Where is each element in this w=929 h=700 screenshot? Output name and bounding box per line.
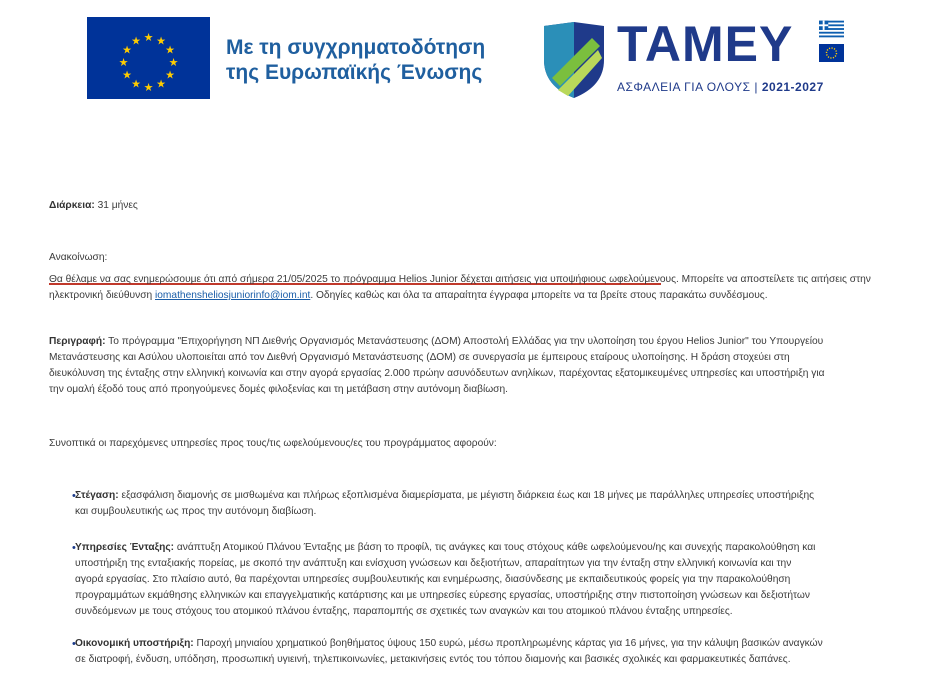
svg-text:★: ★ [168,56,179,69]
service-line: συνδεόμενων με τους στόχους του ατομικού πλάνου ένταξης, παραπομπής σε σχετικές των αναγκών και του ατομικού πλάνου ένταξης υπηρεσίες. [75,606,733,617]
svg-text:★: ★ [131,77,141,91]
duration-label: Διάρκεια: [49,200,95,211]
service-label: Υπηρεσίες Ένταξης: [75,542,175,553]
description-line3: διευκόλυνση της ένταξης στην ελληνική κοινωνία και στην αγορά εργασίας 2.000 πρώην ασυνόδευτων ανηλίκων, παρέχοντας εξατομικευμένες υπηρεσίες και υποστήριξη για [49,368,825,379]
svg-text:★: ★ [118,56,129,69]
announcement-line1 [49,272,899,288]
service-line: Παροχή μηνιαίου χρηματικού βοηθήματος ύψους 150 ευρώ, μέσω προπληρωμένης κάρτας για 16 μήνες, για την κάλυψη βασικών αναγκών [193,638,823,649]
svg-text:★: ★ [156,77,166,91]
announcement-line2-post: . Οδηγίες καθώς και όλα τα απαραίτητα έγγραφα μπορείτε να τα βρείτε στους παρακάτω συνδέσμους. [310,290,768,301]
svg-text:★: ★ [143,81,154,94]
eu-caption-line1: Με τη συγχρηματοδότηση [226,36,486,59]
bullet-icon: • [72,490,76,502]
bullet-icon: • [72,542,76,554]
list-item [49,488,905,520]
tamey-slogan: ΑΣΦΑΛΕΙΑ ΓΙΑ ΟΛΟΥΣ | 2021-2027 [617,80,824,94]
service-label: Στέγαση: [75,490,119,501]
eu-flag-logo [87,17,210,99]
svg-text:★: ★ [165,68,175,82]
tamey-title: ΤΑΜΕΥ [617,16,794,72]
service-line: προγραμμάτων εκμάθησης ελληνικών και επαγγελματικής κατάρτισης και με υπηρεσίες εύρεσης εργασίας, υποστήριξης στην πιστοποίηση γνώσεων και δεξιοτήτων [75,590,810,601]
eu-caption-line2: της Ευρωπαϊκής Ένωσης [226,61,483,84]
page-header [0,0,929,110]
description-block [49,334,899,398]
svg-text:★: ★ [165,43,175,57]
announcement-highlight: Θα θέλαμε να σας ενημερώσουμε ότι από σήμερα 21/05/2025 το πρόγραμμα Helios Junior δέχεται αιτήσεις για υποψήφιους ωφελούμενους. [49,274,679,285]
duration-value: 31 μήνες [97,200,138,211]
svg-text:★: ★ [143,31,154,44]
announcement-title: Ανακοίνωση: [49,252,108,263]
bullet-icon: • [72,638,76,650]
service-label: Οικονομική υποστήριξη: [75,638,194,649]
service-line: αγορά εργασίας. Στο πλαίσιο αυτό, θα παρέχονται υπηρεσίες συμβουλευτικής και ενημέρωσης, διασύνδεσης με εκπαιδευτικούς φορείς για την παρακολούθηση [75,574,791,585]
service-line: σε διατροφή, ένδυση, υπόδηση, προσωπική υγιεινή, τηλεπικοινωνίες, μετακινήσεις εντός του τόπου διαμονής και βασικές σχολικές και φαρμακευτικές δαπάνες. [75,654,791,665]
announcement-line2-pre: ηλεκτρονική διεύθυνση [49,290,155,301]
announcement-text [49,272,899,304]
service-line: εξασφάλιση διαμονής σε μισθωμένα και πλήρως εξοπλισμένα διαμερίσματα, με μέγιστη διάρκεια έως και 18 μήνες με παράλληλες υπηρεσίες υποστήριξης [118,490,815,501]
svg-text:★: ★ [122,68,132,82]
service-line: ανάπτυξη Ατομικού Πλάνου Ένταξης με βάση το προφίλ, τις ανάγκες και τους στόχους κάθε ωφελούμενου/ης και συνεχής παρακολούθηση και [174,542,816,553]
svg-text:★: ★ [131,34,141,48]
service-line: υποστήριξη της ενταξιακής πορείας, με σκοπό την ανάπτυξη και ενίσχυση γνώσεων και δεξιοτήτων, απαραίτητων για την ένταξη στην ελληνική κοινωνία και την [75,558,792,569]
tamey-slogan-text: ΑΣΦΑΛΕΙΑ ΓΙΑ ΟΛΟΥΣ [617,80,751,94]
description-label: Περιγραφή: [49,336,106,347]
list-item [49,540,905,620]
eu-cofunding-caption [226,35,485,85]
description-line4: την ομαλή έξοδό τους από προηγούμενες δομές φιλοξενίας και τη μετάβαση στην αυτόνομη διαβίωση. [49,384,508,395]
svg-text:★: ★ [122,43,132,57]
description-line1 [49,334,899,350]
tamey-years: 2021-2027 [761,80,824,94]
list-item [49,636,905,668]
description-line1-text: Το πρόγραμμα "Επιχορήγηση ΝΠ Διεθνής Οργανισμός Μετανάστευσης (ΔΟΜ) Αποστολή Ελλάδας για την υλοποίηση του έργου Helios Junior" του Υπουργείου [105,336,824,347]
email-link[interactable]: iomathensheliosjuniorinfo@iom.int [155,290,311,301]
summary-intro: Συνοπτικά οι παρεχόμενες υπηρεσίες προς τους/τις ωφελούμενους/ες του προγράμματος αφορούν: [49,438,497,449]
greek-flag-icon [819,20,844,38]
service-line: και συμβουλευτικής ως προς την αυτόνομη διαβίωση. [75,506,317,517]
tamey-shield-icon [540,20,608,100]
eu-mini-flag-icon [819,44,844,62]
svg-text:★: ★ [156,34,166,48]
description-line2: Μετανάστευσης και Ασύλου υλοποιείται από τον Διεθνή Οργανισμό Μετανάστευσης (ΔΟΜ) σε συνεργασία με έμπειρους εταίρους υλοποίησης. Η δράση στοχεύει στη [49,352,790,363]
announcement-line2 [49,288,899,304]
announcement-line1-rest: Μπορείτε να αποστείλετε τις αιτήσεις στην [678,274,871,285]
duration-line [49,198,138,214]
